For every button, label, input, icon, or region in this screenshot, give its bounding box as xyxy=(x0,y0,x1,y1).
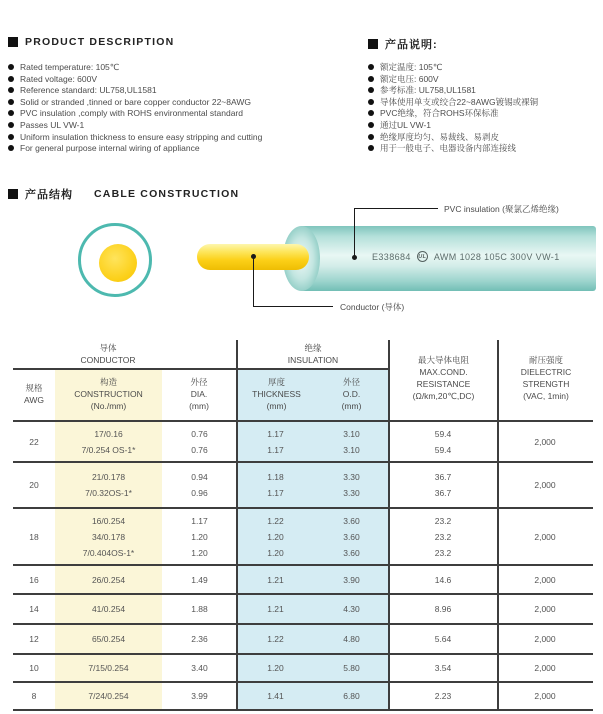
cell-value: 1.17 xyxy=(267,488,284,498)
cell-value: 4.80 xyxy=(343,634,360,644)
cell-construction xyxy=(55,601,162,617)
marking-prefix: E338684 xyxy=(372,251,411,262)
cell-value: 36.7 xyxy=(434,472,452,482)
cell-value: 18 xyxy=(29,531,39,542)
cell-value: 3.10 xyxy=(343,444,360,455)
leader-line xyxy=(354,208,438,209)
text-line: (mm) xyxy=(341,401,362,411)
leader-line xyxy=(253,258,254,307)
bullet-icon xyxy=(8,64,14,70)
text-line: 最大导体电阻 xyxy=(417,355,469,365)
list-item-text: Rated temperature: 105℃ xyxy=(20,62,120,72)
cell-value: 5.64 xyxy=(434,634,452,644)
cell-od xyxy=(314,688,389,704)
cell-value: 2,000 xyxy=(534,531,556,542)
ul-logo-icon: UL xyxy=(417,251,428,262)
cell-value: 2,000 xyxy=(534,436,556,447)
bullet-icon xyxy=(368,76,374,82)
section-marker-icon xyxy=(8,189,18,199)
section-marker-icon xyxy=(8,37,18,47)
bullet-icon xyxy=(368,145,374,151)
leader-line xyxy=(253,306,333,307)
cell-dia xyxy=(162,688,237,704)
list-item xyxy=(368,63,600,72)
list-item xyxy=(368,86,600,95)
table-row xyxy=(13,566,593,595)
cell-value: 59.4 xyxy=(434,444,452,455)
cell-dielectric xyxy=(497,688,593,704)
cell-value: 41/0.254 xyxy=(91,604,126,614)
cell-value: 16/0.254 xyxy=(91,515,126,526)
cell-resistance xyxy=(389,572,497,588)
cell-value: 7/24/0.254 xyxy=(88,691,129,701)
cell-value: 1.21 xyxy=(267,604,284,614)
list-item-text: PVC insulation ,comply with ROHS environmental standard xyxy=(20,108,243,119)
list-item xyxy=(368,75,600,84)
dia-header xyxy=(162,376,236,412)
cell-value: 1.41 xyxy=(267,691,284,701)
cell-value: 2,000 xyxy=(534,604,556,614)
cell-value: 14 xyxy=(29,604,39,614)
cell-awg xyxy=(13,572,55,588)
cell-value: 7/15/0.254 xyxy=(88,663,129,673)
cell-value: 17/0.16 xyxy=(94,428,123,439)
cell-value: 1.88 xyxy=(191,604,208,614)
cell-value: 1.18 xyxy=(267,472,284,482)
text-line: MAX.COND. xyxy=(419,367,468,377)
cell-resistance xyxy=(389,660,497,676)
cell-dielectric xyxy=(497,660,593,676)
text-line: 厚度 xyxy=(267,377,285,387)
list-item xyxy=(368,133,600,142)
cell-od xyxy=(314,469,389,501)
cell-construction xyxy=(55,660,162,676)
od-header xyxy=(315,376,388,412)
cell-value: 7/0.404OS-1* xyxy=(82,547,135,558)
cell-dia xyxy=(162,601,237,617)
cell-value: 6.80 xyxy=(343,691,360,701)
bullet-icon xyxy=(8,99,14,105)
list-item xyxy=(8,144,360,153)
cell-value: 23.2 xyxy=(434,547,452,558)
cell-value: 21/0.178 xyxy=(91,472,126,482)
cell-value: 23.2 xyxy=(434,531,452,542)
cable-cross-section-conductor xyxy=(99,244,137,282)
cell-value: 3.30 xyxy=(343,472,360,482)
text-line: RESISTANCE xyxy=(416,379,471,389)
cell-resistance xyxy=(389,631,497,647)
text-line: 绝缘 xyxy=(304,343,322,353)
cell-dia xyxy=(162,426,237,458)
cell-od xyxy=(314,631,389,647)
cell-awg xyxy=(13,660,55,676)
section-title-en: CABLE CONSTRUCTION xyxy=(94,188,240,200)
cell-value: 23.2 xyxy=(434,515,452,526)
cell-dia xyxy=(162,572,237,588)
list-item xyxy=(8,109,360,118)
text-line: CONSTRUCTION xyxy=(74,389,143,399)
cell-value: 0.94 xyxy=(191,472,208,482)
cell-value: 20 xyxy=(29,480,39,490)
cell-value: 1.20 xyxy=(191,547,208,558)
bullet-icon xyxy=(8,145,14,151)
cell-value: 22 xyxy=(29,436,39,447)
spec-table xyxy=(13,340,593,711)
cell-value: 5.80 xyxy=(343,663,360,673)
cell-value: 3.40 xyxy=(191,663,208,673)
section-marker-icon xyxy=(368,39,378,49)
list-item xyxy=(368,144,600,153)
cell-value: 8.96 xyxy=(434,604,452,614)
cell-resistance xyxy=(389,513,497,561)
cell-value: 2,000 xyxy=(534,663,556,673)
text-line: (VAC, 1min) xyxy=(523,391,569,401)
list-item xyxy=(8,86,360,95)
cell-dielectric xyxy=(497,434,593,450)
bullet-icon xyxy=(8,122,14,128)
list-item-text: For general purpose internal wiring of appliance xyxy=(20,143,200,154)
text-line: 导体 xyxy=(99,343,117,353)
table-row xyxy=(13,625,593,655)
cell-value: 3.60 xyxy=(343,531,360,542)
cell-value: 0.76 xyxy=(191,444,208,455)
cell-construction xyxy=(55,513,162,561)
list-item xyxy=(8,63,360,72)
cell-dielectric xyxy=(497,529,593,545)
cell-value: 0.76 xyxy=(191,428,208,439)
marking-suffix: AWM 1028 105C 300V VW-1 xyxy=(433,251,560,262)
cell-value: 1.20 xyxy=(267,547,284,558)
list-item-text: 用于一般电子、电器设备内部连接线 xyxy=(380,143,517,154)
cell-value: 1.22 xyxy=(267,634,284,644)
table-row xyxy=(13,595,593,625)
text-line: CONDUCTOR xyxy=(80,355,136,365)
insulation-label: PVC insulation (聚氯乙烯绝缘) xyxy=(444,204,559,214)
cell-thickness xyxy=(237,631,314,647)
cell-value: 1.20 xyxy=(267,531,284,542)
cell-value: 1.49 xyxy=(191,574,208,585)
conductor-label: Conductor (导体) xyxy=(340,302,405,312)
cell-construction xyxy=(55,688,162,704)
cell-resistance xyxy=(389,688,497,704)
resistance-header xyxy=(390,354,497,402)
thickness-header xyxy=(238,376,315,412)
table-row xyxy=(13,655,593,683)
cell-value: 14.6 xyxy=(434,574,452,585)
cell-construction xyxy=(55,631,162,647)
section-title: PRODUCT DESCRIPTION xyxy=(25,36,175,48)
cell-value: 2,000 xyxy=(534,691,556,701)
cell-value: 2.23 xyxy=(434,691,452,701)
text-line: DIA. xyxy=(190,389,208,399)
section-title: 产品说明: xyxy=(385,39,438,51)
table-row xyxy=(13,463,593,509)
cable-cross-section-insulation xyxy=(78,223,152,297)
cell-dia xyxy=(162,660,237,676)
group-header-underline xyxy=(13,368,390,370)
text-line: (mm) xyxy=(266,401,287,411)
leader-line xyxy=(354,208,355,257)
cell-thickness xyxy=(237,426,314,458)
cell-resistance xyxy=(389,426,497,458)
conductor-group-header xyxy=(13,342,203,366)
cell-value: 1.20 xyxy=(191,531,208,542)
cell-od xyxy=(314,660,389,676)
cell-dielectric xyxy=(497,477,593,493)
bullet-icon xyxy=(368,87,374,93)
list-item-text: 绝缘厚度均匀、易裁线、易剥皮 xyxy=(380,131,500,142)
cell-value: 0.96 xyxy=(191,488,208,498)
cell-thickness xyxy=(237,601,314,617)
bullet-icon xyxy=(8,134,14,140)
cell-construction xyxy=(55,469,162,501)
cell-awg xyxy=(13,477,55,493)
cell-construction xyxy=(55,426,162,458)
list-item-text: Rated voltage: 600V xyxy=(20,73,98,84)
bullet-icon xyxy=(368,134,374,140)
cell-resistance xyxy=(389,469,497,501)
cell-value: 4.30 xyxy=(343,604,360,614)
table-row xyxy=(13,509,593,566)
list-item xyxy=(8,75,360,84)
cell-od xyxy=(314,601,389,617)
cell-dia xyxy=(162,631,237,647)
cell-value: 59.4 xyxy=(434,428,452,439)
cable-marking xyxy=(372,251,560,262)
bullet-icon xyxy=(368,122,374,128)
insulation-group-header xyxy=(238,342,388,366)
bullet-icon xyxy=(368,64,374,70)
cell-thickness xyxy=(237,572,314,588)
cell-thickness xyxy=(237,660,314,676)
list-item xyxy=(368,121,600,130)
cell-dielectric xyxy=(497,631,593,647)
cell-value: 7/0.254 OS-1* xyxy=(81,444,136,455)
cell-awg xyxy=(13,688,55,704)
cell-value: 26/0.254 xyxy=(91,574,126,585)
cell-awg xyxy=(13,601,55,617)
text-line: (Ω/km,20℃,DC) xyxy=(412,391,475,401)
cell-dia xyxy=(162,513,237,561)
cell-value: 2.36 xyxy=(191,634,208,644)
cell-value: 3.30 xyxy=(343,488,360,498)
dielectric-header xyxy=(499,354,593,402)
product-description-cn-header xyxy=(368,36,438,52)
cable-construction-header xyxy=(8,186,239,202)
cell-value: 3.99 xyxy=(191,691,208,701)
cell-value: 16 xyxy=(29,574,39,585)
cell-value: 1.20 xyxy=(267,663,284,673)
cell-value: 8 xyxy=(31,691,37,701)
text-line: INSULATION xyxy=(287,355,339,365)
list-item-text: Reference standard: UL758,UL1581 xyxy=(20,85,157,96)
list-item-text: Uniform insulation thickness to ensure easy stripping and cutting xyxy=(20,131,263,142)
table-row xyxy=(13,683,593,711)
cell-value: 7/0.32OS-1* xyxy=(85,488,132,498)
bullet-icon xyxy=(8,76,14,82)
cell-value: 65/0.254 xyxy=(91,634,126,644)
text-line: 构造 xyxy=(99,377,117,387)
cell-awg xyxy=(13,529,55,545)
cell-thickness xyxy=(237,469,314,501)
list-item-text: 额定电压: 600V xyxy=(380,73,439,84)
text-line: AWG xyxy=(24,395,44,405)
list-item xyxy=(368,109,600,118)
product-description-cn-list xyxy=(368,63,600,156)
cell-dielectric xyxy=(497,601,593,617)
cell-od xyxy=(314,513,389,561)
cell-awg xyxy=(13,434,55,450)
bullet-icon xyxy=(8,87,14,93)
text-line: STRENGTH xyxy=(522,379,570,389)
text-line: (mm) xyxy=(189,401,209,411)
bullet-icon xyxy=(368,110,374,116)
cell-value: 2,000 xyxy=(534,574,556,585)
list-item xyxy=(8,133,360,142)
cell-value: 3.54 xyxy=(434,663,452,673)
list-item xyxy=(8,121,360,130)
cell-value: 10 xyxy=(29,663,39,673)
cell-construction xyxy=(55,572,162,588)
cell-value: 1.17 xyxy=(267,444,284,455)
section-title-cn: 产品结构 xyxy=(25,189,73,201)
bullet-icon xyxy=(368,99,374,105)
text-line: O.D. xyxy=(342,389,361,399)
cell-value: 1.17 xyxy=(267,428,284,439)
list-item-text: PVC绝缘，符合ROHS环保标准 xyxy=(380,108,499,119)
cell-dia xyxy=(162,469,237,501)
product-description-list xyxy=(8,63,360,156)
text-line: 耐压强度 xyxy=(528,355,563,365)
text-line: DIELECTRIC xyxy=(520,367,572,377)
list-item-text: 导体使用单支或绞合22~8AWG镀锡或裸铜 xyxy=(380,96,539,107)
product-description-header xyxy=(8,36,174,48)
cell-value: 3.90 xyxy=(343,574,360,585)
list-item-text: 参考标准: UL758,UL1581 xyxy=(380,85,476,96)
construction-header xyxy=(55,376,162,412)
text-line: 外径 xyxy=(342,377,360,387)
cell-od xyxy=(314,572,389,588)
text-line: 外径 xyxy=(190,377,208,387)
cell-value: 3.10 xyxy=(343,428,360,439)
cell-od xyxy=(314,426,389,458)
cell-value: 36.7 xyxy=(434,488,452,498)
cell-dielectric xyxy=(497,572,593,588)
list-item-text: 额定温度: 105℃ xyxy=(380,62,443,72)
awg-header xyxy=(13,382,55,406)
cell-value: 3.60 xyxy=(343,547,360,558)
cell-value: 3.60 xyxy=(343,515,360,526)
cell-value: 2,000 xyxy=(534,480,556,490)
text-line: THICKNESS xyxy=(252,389,301,399)
table-row xyxy=(13,422,593,463)
list-item-text: Solid or stranded ,tinned or bare copper conductor 22~8AWG xyxy=(20,96,251,107)
cell-value: 12 xyxy=(29,634,39,644)
list-item xyxy=(8,98,360,107)
text-line: (No./mm) xyxy=(90,401,127,411)
cell-thickness xyxy=(237,513,314,561)
list-item xyxy=(368,98,600,107)
cell-value: 1.17 xyxy=(191,515,208,526)
list-item-text: 通过UL VW-1 xyxy=(380,119,432,130)
cell-value: 1.21 xyxy=(267,574,284,585)
cell-value: 34/0.178 xyxy=(91,531,126,542)
table-rows xyxy=(13,422,593,711)
list-item-text: Passes UL VW-1 xyxy=(20,119,85,130)
cell-value: 2,000 xyxy=(534,634,556,644)
cell-resistance xyxy=(389,601,497,617)
bullet-icon xyxy=(8,110,14,116)
cell-thickness xyxy=(237,688,314,704)
cell-value: 1.22 xyxy=(267,515,284,526)
text-line: 规格 xyxy=(25,383,43,393)
cell-awg xyxy=(13,631,55,647)
